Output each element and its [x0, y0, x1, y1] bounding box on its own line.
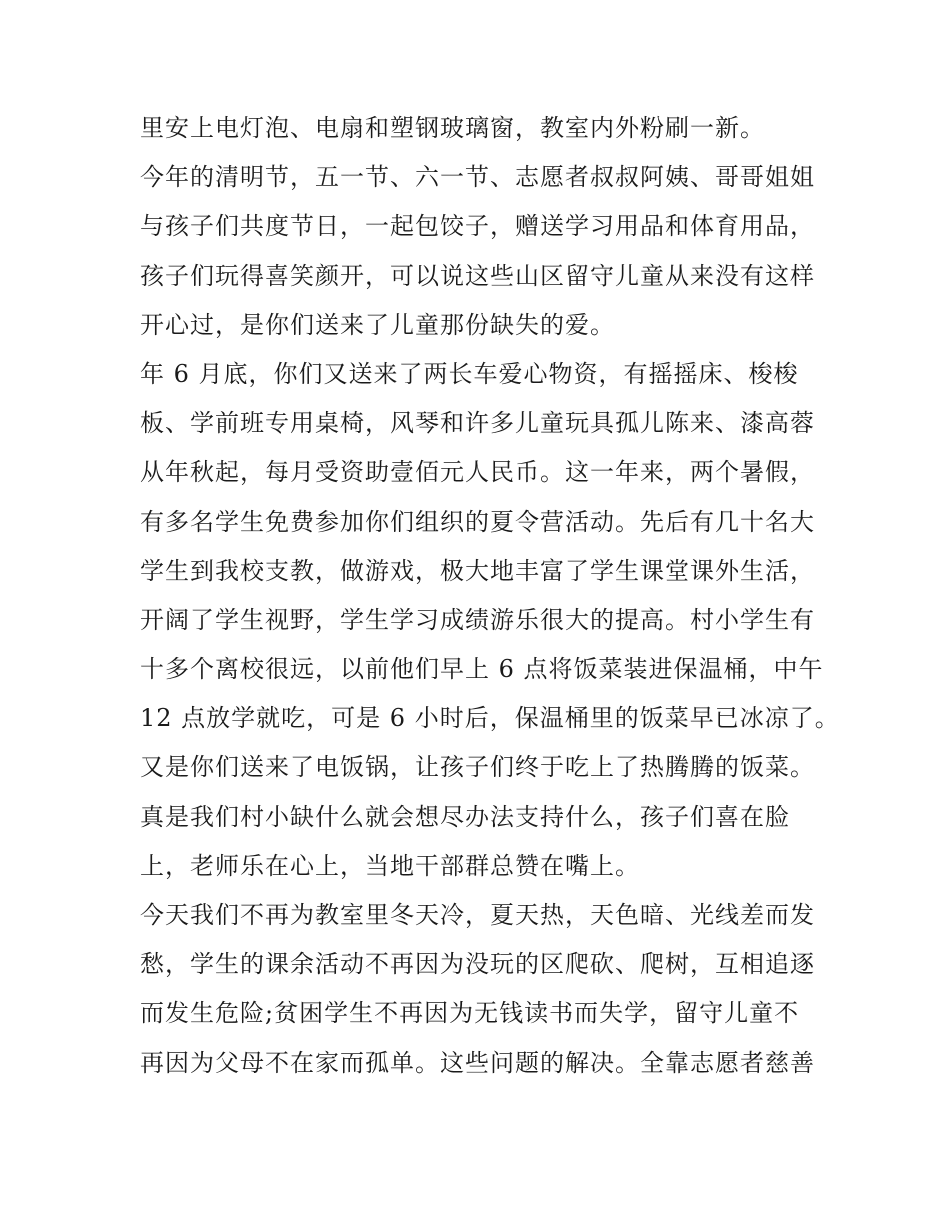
text-line: 而发生危险;贫困学生不再因为无钱读书而失学，留守儿童不 [140, 999, 800, 1028]
text-line: 开心过，是你们送来了儿童那份缺失的爱。 [140, 310, 615, 339]
text-line: 从年秋起，每月受资助壹佰元人民币。这一年来，两个暑假， [140, 458, 815, 487]
text-line: 愁，学生的课余活动不再因为没玩的区爬砍、爬树，互相追逐 [140, 950, 815, 979]
text-line: 学生到我校支教，做游戏，极大地丰富了学生课堂课外生活， [140, 556, 815, 585]
text-line: 年 6 月底，你们又送来了两长车爱心物资，有摇摇床、梭梭 [140, 359, 799, 388]
text-line: 板、学前班专用桌椅，风琴和许多儿童玩具孤儿陈来、漆高蓉 [140, 409, 815, 438]
text-line: 十多个离校很远，以前他们早上 6 点将饭菜装进保温桶，中午 [140, 655, 824, 684]
text-line: 孩子们玩得喜笑颜开，可以说这些山区留守儿童从来没有这样 [140, 261, 815, 290]
text-line: 12 点放学就吃，可是 6 小时后，保温桶里的饭菜早已冰凉了。 [140, 704, 840, 733]
text-line: 有多名学生免费参加你们组织的夏令营活动。先后有几十名大 [140, 507, 815, 536]
text-line: 里安上电灯泡、电扇和塑钢玻璃窗，教室内外粉刷一新。 [140, 114, 765, 142]
text-line: 上，老师乐在心上，当地干部群总赞在嘴上。 [140, 851, 640, 880]
text-line: 真是我们村小缺什么就会想尽办法支持什么，孩子们喜在脸 [140, 802, 790, 831]
text-line: 又是你们送来了电饭锅，让孩子们终于吃上了热腾腾的饭菜。 [140, 753, 815, 782]
text-line: 今天我们不再为教室里冬天冷，夏天热，天色暗、光线差而发 [140, 901, 815, 929]
text-line: 开阔了学生视野，学生学习成绩游乐很大的提高。村小学生有 [140, 605, 815, 634]
text-line: 再因为父母不在家而孤单。这些问题的解决。全靠志愿者慈善 [140, 1048, 815, 1077]
body-text [140, 104, 840, 1088]
text-line: 与孩子们共度节日，一起包饺子，赠送学习用品和体育用品， [140, 212, 815, 241]
text-line: 今年的清明节，五一节、六一节、志愿者叔叔阿姨、哥哥姐姐 [140, 163, 815, 192]
